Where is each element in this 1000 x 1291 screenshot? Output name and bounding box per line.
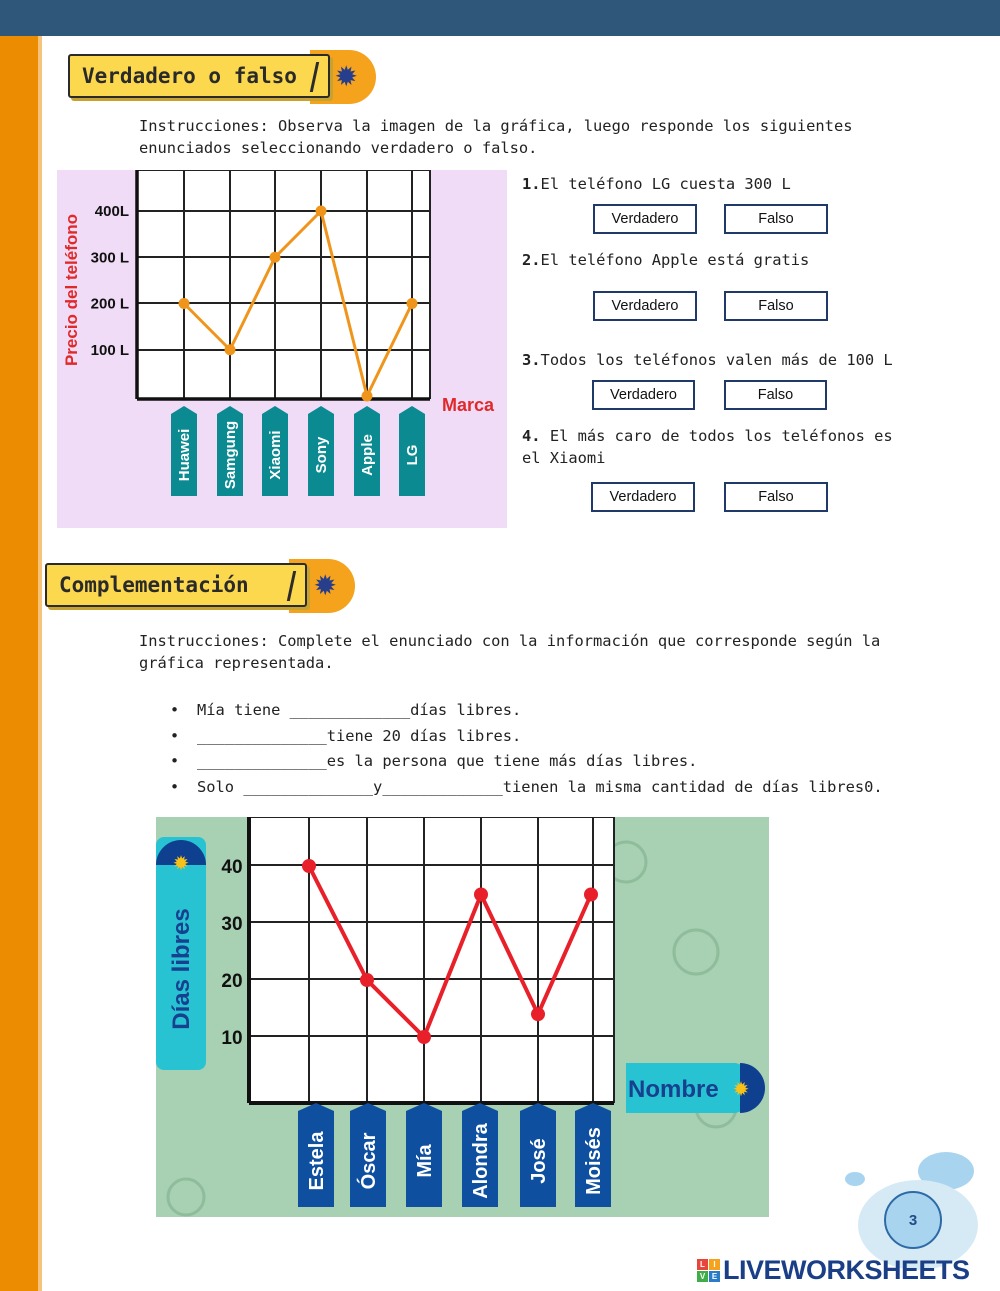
question-4-number: 4. <box>522 427 541 445</box>
data-point <box>360 973 374 987</box>
data-point <box>474 888 488 902</box>
x-tick-label: Moisés <box>583 1127 605 1195</box>
question-4-text: El más caro de todos los teléfonos es el Xiaomi <box>522 427 893 467</box>
section2-title: Complementación <box>59 573 249 597</box>
section1-instructions: Instrucciones: Observa la imagen de la gráfica, luego responde los siguientes enunciados seleccionando verdadero o falso. <box>139 117 853 157</box>
top-bar <box>0 0 1000 36</box>
x-tick-label: Apple <box>359 434 376 476</box>
x-tick-label: Estela <box>306 1131 328 1191</box>
y-axis-title: Precio del teléfono <box>62 213 81 367</box>
x-tick-label: José <box>528 1138 550 1184</box>
x-tick-label: LG <box>404 444 421 466</box>
y-axis-title: Días libres <box>168 908 195 1030</box>
phone-price-chart-svg <box>57 170 507 528</box>
q4-false-button[interactable]: Falso <box>724 482 828 512</box>
liveworksheets-logo <box>697 1255 970 1285</box>
q2-true-button[interactable]: Verdadero <box>593 291 697 321</box>
q4-true-button[interactable]: Verdadero <box>591 482 695 512</box>
x-tick-label: Huawei <box>176 428 193 482</box>
q3-false-button[interactable]: Falso <box>724 380 827 410</box>
question-4 <box>522 425 942 469</box>
q1-false-button[interactable]: Falso <box>724 204 828 234</box>
decor-ring <box>168 1179 204 1215</box>
y-tick-label: 100 L <box>90 341 129 359</box>
y-tick-label: 200 L <box>90 295 129 313</box>
question-3-text: Todos los teléfonos valen más de 100 L <box>540 351 893 369</box>
decor-ring <box>674 930 718 974</box>
data-point <box>302 859 316 873</box>
banner-slash <box>310 62 319 92</box>
question-2 <box>522 249 809 271</box>
q1-true-button[interactable]: Verdadero <box>593 204 697 234</box>
gear-icon: ✹ <box>334 60 358 93</box>
x-tick-label: Samgung <box>222 420 239 490</box>
left-margin-edge <box>38 36 42 1291</box>
fill-in-item: • Mía tiene _____________días libres. <box>170 698 960 724</box>
data-point <box>531 1007 545 1021</box>
free-days-chart-svg <box>156 817 769 1217</box>
free-days-chart <box>156 817 769 1217</box>
y-tick-label: 300 L <box>90 249 129 267</box>
gear-icon: ✹ <box>313 569 337 602</box>
x-axis-title: Nombre <box>628 1076 719 1103</box>
x-axis-title: Marca <box>442 395 495 415</box>
logo-letter: E <box>709 1271 720 1282</box>
x-tick-label: Óscar <box>358 1132 380 1190</box>
question-1-text: El teléfono LG cuesta 300 L <box>540 175 791 193</box>
data-point <box>316 206 327 217</box>
sun-icon: ✹ <box>172 853 190 875</box>
section1-title: Verdadero o falso <box>82 64 297 88</box>
plot-area <box>137 170 430 399</box>
data-point <box>407 298 418 309</box>
logo-text: LIVEWORKSHEETS <box>723 1254 970 1285</box>
plot-area <box>249 817 614 1103</box>
x-tick-label: Alondra <box>470 1123 492 1199</box>
y-tick-label: 400L <box>94 203 129 220</box>
x-tick-label: Sony <box>313 436 330 474</box>
question-3-number: 3. <box>522 351 541 369</box>
page-number-badge: 3 <box>884 1191 942 1249</box>
logo-letter: L <box>697 1259 708 1270</box>
fill-in-list <box>170 698 960 800</box>
data-point <box>179 298 190 309</box>
fill-in-item: • ______________tiene 20 días libres. <box>170 724 960 750</box>
y-tick-label: 10 <box>221 1028 243 1049</box>
logo-blocks <box>697 1259 720 1282</box>
question-1-number: 1. <box>522 175 541 193</box>
x-tick-label: Xiaomi <box>267 430 284 480</box>
logo-letter: V <box>697 1271 708 1282</box>
section1-banner <box>68 50 376 104</box>
data-point <box>225 344 236 355</box>
banner-slash <box>287 571 296 601</box>
section2-banner <box>45 559 355 613</box>
data-point <box>362 391 373 402</box>
decor-bubble <box>845 1172 865 1186</box>
section1-title-plate <box>68 54 330 98</box>
y-tick-label: 40 <box>221 857 243 878</box>
q2-false-button[interactable]: Falso <box>724 291 828 321</box>
q3-true-button[interactable]: Verdadero <box>592 380 695 410</box>
question-2-number: 2. <box>522 251 541 269</box>
fill-in-item: • Solo ______________y_____________tienen la misma cantidad de días libres0. <box>170 775 960 801</box>
left-margin-bar <box>0 36 38 1291</box>
section2-title-plate <box>45 563 307 607</box>
data-point <box>270 252 281 263</box>
section2-instructions: Instrucciones: Complete el enunciado con la información que corresponde según la gráfica representada. <box>139 632 881 672</box>
fill-in-item: • ______________es la persona que tiene más días libres. <box>170 749 960 775</box>
data-point <box>584 888 598 902</box>
sun-icon: ✹ <box>732 1079 750 1101</box>
data-point <box>417 1030 431 1044</box>
phone-price-chart <box>57 170 507 528</box>
x-tick-label: Mía <box>414 1144 436 1178</box>
y-tick-label: 30 <box>221 914 243 935</box>
question-2-text: El teléfono Apple está gratis <box>540 251 810 269</box>
question-3 <box>522 349 893 371</box>
question-1 <box>522 173 791 195</box>
logo-letter: I <box>709 1259 720 1270</box>
y-tick-label: 20 <box>221 971 243 992</box>
